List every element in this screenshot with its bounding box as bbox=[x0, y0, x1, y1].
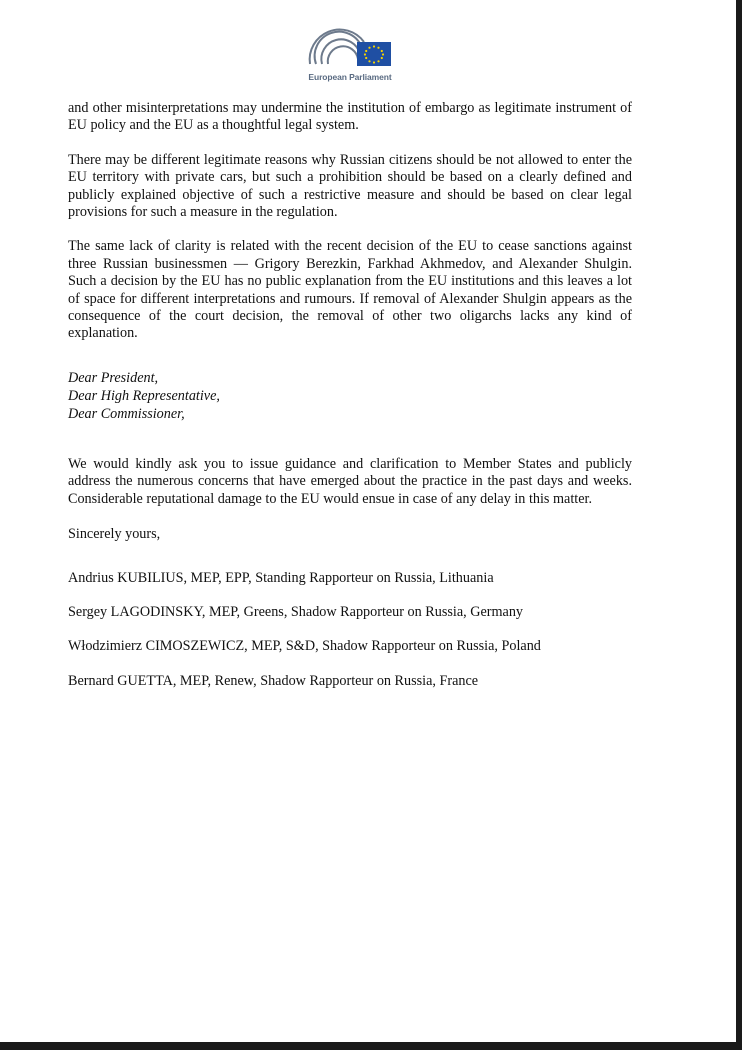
parliament-emblem-icon bbox=[300, 24, 400, 70]
salutation-line: Dear Commissioner, bbox=[68, 405, 185, 422]
signatory: Włodzimierz CIMOSZEWICZ, MEP, S&D, Shadow Rapporteur on Russia, Poland bbox=[68, 638, 541, 655]
paragraph: and other misinterpretations may undermine the institution of embargo as legitimate instrument of EU policy and the EU as a thoughtful legal system. bbox=[68, 100, 632, 134]
logo-caption: European Parliament bbox=[308, 72, 392, 82]
signatory: Sergey LAGODINSKY, MEP, Greens, Shadow Rapporteur on Russia, Germany bbox=[68, 603, 524, 620]
signatory: Andrius KUBILIUS, MEP, EPP, Standing Rapporteur on Russia, Lithuania bbox=[68, 569, 494, 586]
sign-off: Sincerely yours, bbox=[68, 526, 161, 543]
closing-paragraph: We would kindly ask you to issue guidance and clarification to Member States and publicly address the numerous concerns that have emerged about the practice in the past days and weeks. Considerable reputational damage to the EU would ensue in case of any delay in this matter. bbox=[68, 455, 632, 507]
european-parliament-logo bbox=[300, 24, 400, 86]
paragraph: The same lack of clarity is related with the recent decision of the EU to cease sanctions against three Russian businessmen — Grigory Berezkin, Farkhad Akhmedov, and Alexander Shulgin. Such a decision by the EU has no public explanation from the EU institutions and this leaves a lot of space for different interpretations and rumours. If removal of Alexander Shulgin appears as the consequence of the court decision, the removal of other two oligarchs lacks any kind of explanation. bbox=[68, 238, 632, 342]
salutation-block bbox=[68, 369, 632, 423]
signatory: Bernard GUETTA, MEP, Renew, Shadow Rapporteur on Russia, France bbox=[68, 672, 479, 689]
signatory-list bbox=[68, 570, 632, 691]
salutation-line: Dear President, bbox=[68, 369, 159, 386]
letter-body bbox=[68, 100, 632, 707]
paragraph: There may be different legitimate reasons why Russian citizens should be not allowed to enter the EU territory with private cars, but such a prohibition should be based on a clearly defined and publicly explained objective of such a restrictive measure and should be based on clear legal provisions for such a measure in the regulation. bbox=[68, 151, 632, 221]
salutation-line: Dear High Representative, bbox=[68, 387, 220, 404]
